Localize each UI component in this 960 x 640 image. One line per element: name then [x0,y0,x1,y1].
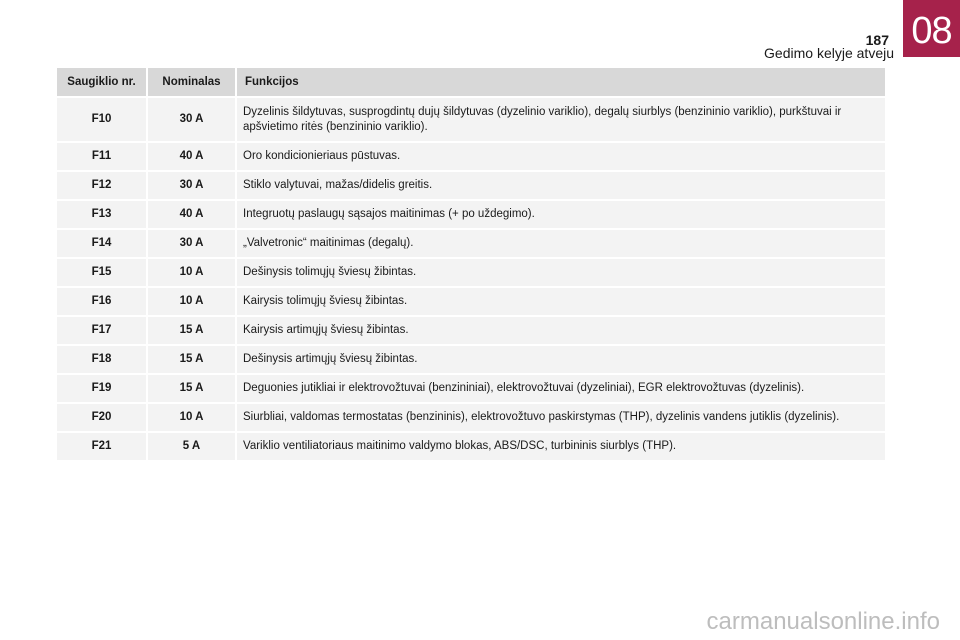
fuse-function-cell: Siurbliai, valdomas termostatas (benzininis), elektrovožtuvo paskirstymas (THP), dyzelinis vandens jutiklis (dyzelinis). [237,404,885,433]
table-row [57,317,885,346]
fuse-function-cell: Dešinysis artimųjų šviesų žibintas. [237,346,885,375]
fuse-function-cell: Kairysis tolimųjų šviesų žibintas. [237,288,885,317]
fuse-rating-cell: 15 A [148,317,237,346]
column-header-rating: Nominalas [148,68,237,98]
table-row [57,98,885,143]
column-header-fuse-number: Saugiklio nr. [57,68,148,98]
table-row [57,201,885,230]
column-header-functions: Funkcijos [237,68,885,98]
table-row [57,433,885,462]
table-header-row [57,68,885,98]
fuse-number-cell: F19 [57,375,148,404]
table-row [57,143,885,172]
fuse-rating-cell: 40 A [148,143,237,172]
fuse-rating-cell: 30 A [148,98,237,143]
fuse-number-cell: F15 [57,259,148,288]
fuse-rating-cell: 30 A [148,172,237,201]
fuse-rating-cell: 5 A [148,433,237,462]
table-row [57,288,885,317]
fuse-function-cell: Stiklo valytuvai, mažas/didelis greitis. [237,172,885,201]
fuse-function-cell: Integruotų paslaugų sąsajos maitinimas (+ po uždegimo). [237,201,885,230]
chapter-tab: 08 [903,0,960,57]
page-number: 187 [865,32,889,48]
fuse-rating-cell: 10 A [148,288,237,317]
fuse-rating-cell: 15 A [148,346,237,375]
fuse-number-cell: F16 [57,288,148,317]
fuse-number-cell: F14 [57,230,148,259]
fuse-number-cell: F20 [57,404,148,433]
table-row [57,172,885,201]
table-row [57,404,885,433]
fuse-rating-cell: 30 A [148,230,237,259]
table-row [57,259,885,288]
fuse-number-cell: F21 [57,433,148,462]
fuse-function-cell: Oro kondicionieriaus pūstuvas. [237,143,885,172]
fuse-rating-cell: 10 A [148,404,237,433]
fuse-function-cell: Dešinysis tolimųjų šviesų žibintas. [237,259,885,288]
table-row [57,346,885,375]
fuse-number-cell: F12 [57,172,148,201]
fuse-number-cell: F18 [57,346,148,375]
fuse-number-cell: F11 [57,143,148,172]
table-body [57,98,885,462]
fuse-number-cell: F13 [57,201,148,230]
fuse-function-cell: „Valvetronic“ maitinimas (degalų). [237,230,885,259]
fuse-function-cell: Deguonies jutikliai ir elektrovožtuvai (benzininiai), elektrovožtuvai (dyzeliniai), EGR elektrovožtuvas (dyzelinis). [237,375,885,404]
fuse-number-cell: F17 [57,317,148,346]
fuse-rating-cell: 40 A [148,201,237,230]
fuse-table [57,68,885,462]
fuse-rating-cell: 10 A [148,259,237,288]
table-row [57,230,885,259]
fuse-function-cell: Variklio ventiliatoriaus maitinimo valdymo blokas, ABS/DSC, turbininis siurblys (THP). [237,433,885,462]
fuse-function-cell: Kairysis artimųjų šviesų žibintas. [237,317,885,346]
fuse-number-cell: F10 [57,98,148,143]
section-title: Gedimo kelyje atveju [764,45,894,61]
fuse-function-cell: Dyzelinis šildytuvas, susprogdintų dujų šildytuvas (dyzelinio variklio), degalų siurblys (benzininio variklio), purkštuvai ir apšvietimo ritės (benzininio variklio). [237,98,885,143]
watermark: carmanualsonline.info [706,608,940,635]
table-row [57,375,885,404]
fuse-rating-cell: 15 A [148,375,237,404]
